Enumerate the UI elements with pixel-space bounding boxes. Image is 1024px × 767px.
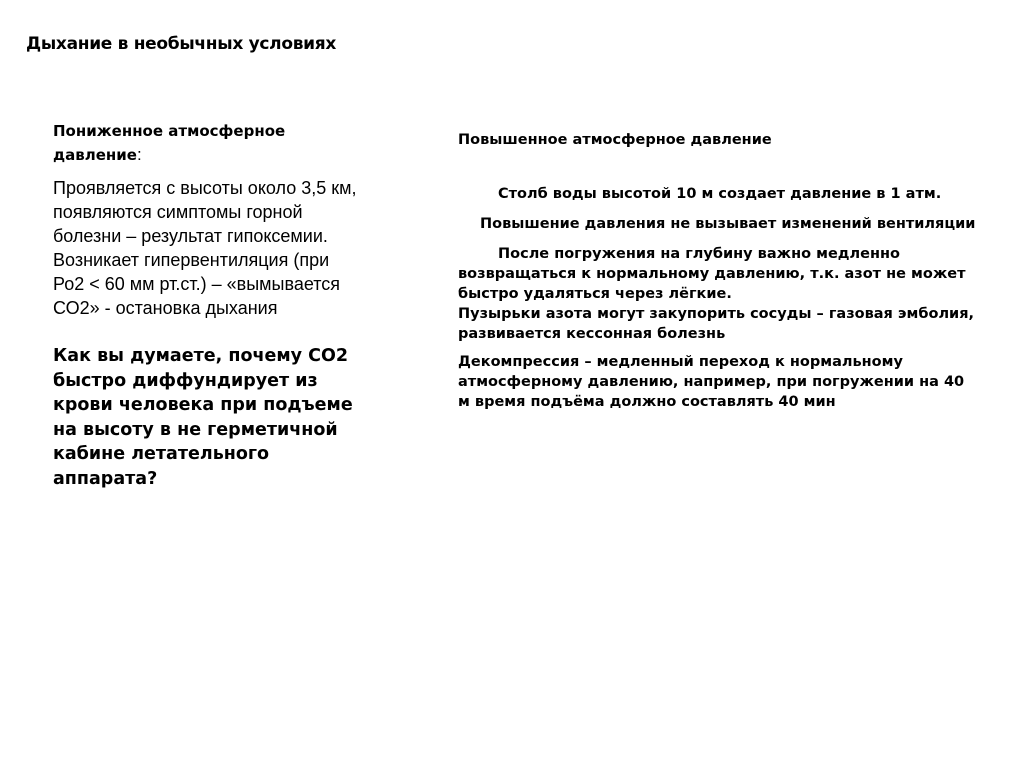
high-pressure-paragraph-water-column: Столб воды высотой 10 м создает давление в 1 атм. (498, 186, 942, 202)
low-pressure-description: Проявляется с высоты около 3,5 км, появляются симптомы горной болезни – результат гипоксемии. Возникает гипервентиляция (при Ро2 < 60 мм рт.ст.) – «вымывается СО2» - остановка дыхания (53, 178, 357, 318)
high-pressure-heading: Повышенное атмосферное давление (458, 132, 772, 148)
high-pressure-paragraph-ascent: После погружения на глубину важно медленно возвращаться к нормальному давлению, т.к. азот не может быстро удаляться через лёгкие. (458, 246, 966, 302)
left-column-low-pressure (53, 120, 373, 491)
discussion-question: Как вы думаете, почему СО2 быстро диффундирует из крови человека при подъеме на высоту в не герметичной кабине летательного аппарата? (53, 346, 353, 489)
low-pressure-heading (53, 120, 373, 167)
right-column-high-pressure (458, 128, 978, 412)
high-pressure-paragraph-embolism: Пузырьки азота могут закупорить сосуды – газовая эмболия, развивается кессонная болезнь (458, 306, 975, 342)
low-pressure-heading-colon: : (136, 145, 142, 164)
high-pressure-paragraph-decompression: Декомпрессия – медленный переход к нормальному атмосферному давлению, например, при погружении на 40 м время подъёма должно составлять 40 мин (458, 354, 965, 410)
low-pressure-heading-text: Пониженное атмосферное давление (53, 122, 286, 164)
high-pressure-paragraph-ventilation: Повышение давления не вызывает изменений вентиляции (480, 216, 976, 232)
slide-title: Дыхание в необычных условиях (26, 34, 337, 54)
